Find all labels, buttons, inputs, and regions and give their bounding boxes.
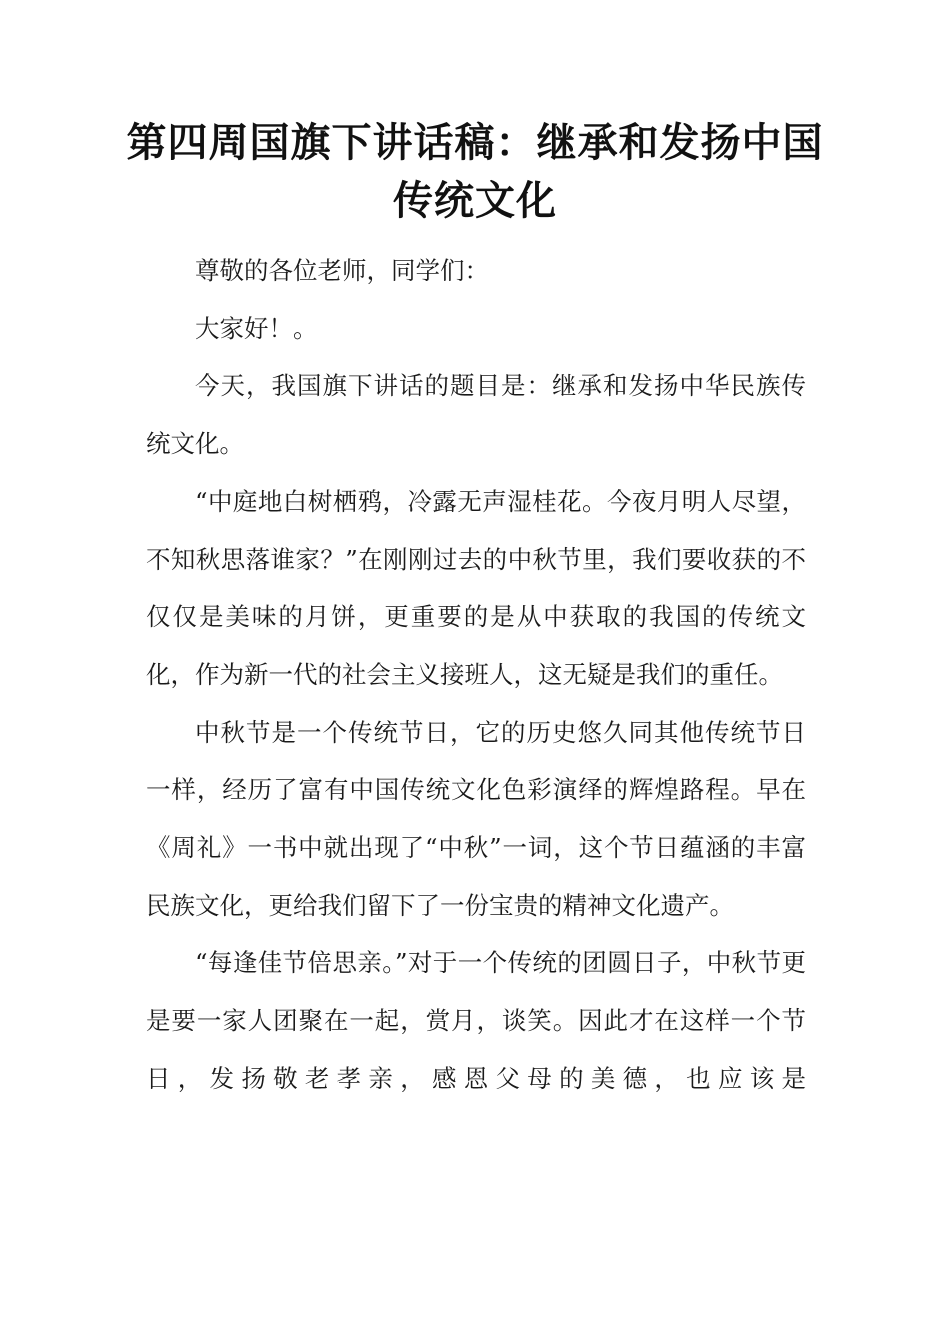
paragraph-reunion: “每逢佳节倍思亲。”对于一个传统的团圆日子，中秋节更是要一家人团聚在一起，赏月，谈笑。因此才在这样一个节日，发扬敬老孝亲，感恩父母的美德，也应该是 [146, 948, 806, 1093]
document-title-line-2: 传统文化 [393, 177, 557, 224]
document-title-line-1: 第四周国旗下讲话稿：继承和发扬中国 [126, 119, 824, 166]
paragraph-greeting: 大家好！。 [195, 313, 318, 343]
paragraph-history: 中秋节是一个传统节日，它的历史悠久同其他传统节日一样，经历了富有中国传统文化色彩演绎的辉煌路程。早在《周礼》一书中就出现了“中秋”一词，这个节日蕴涵的丰富民族文化，更给我们留下了一份宝贵的精神文化遗产。 [146, 717, 806, 920]
document-body [146, 242, 806, 1108]
paragraph-poem: “中庭地白树栖鸦，冷露无声湿桂花。今夜月明人尽望，不知秋思落谁家？”在刚刚过去的中秋节里，我们要收获的不仅仅是美味的月饼，更重要的是从中获取的我国的传统文化，作为新一代的社会主义接班人，这无疑是我们的重任。 [146, 486, 806, 689]
paragraph-salutation: 尊敬的各位老师，同学们： [195, 256, 489, 285]
paragraph-topic: 今天，我国旗下讲话的题目是：继承和发扬中华民族传统文化。 [146, 371, 806, 459]
